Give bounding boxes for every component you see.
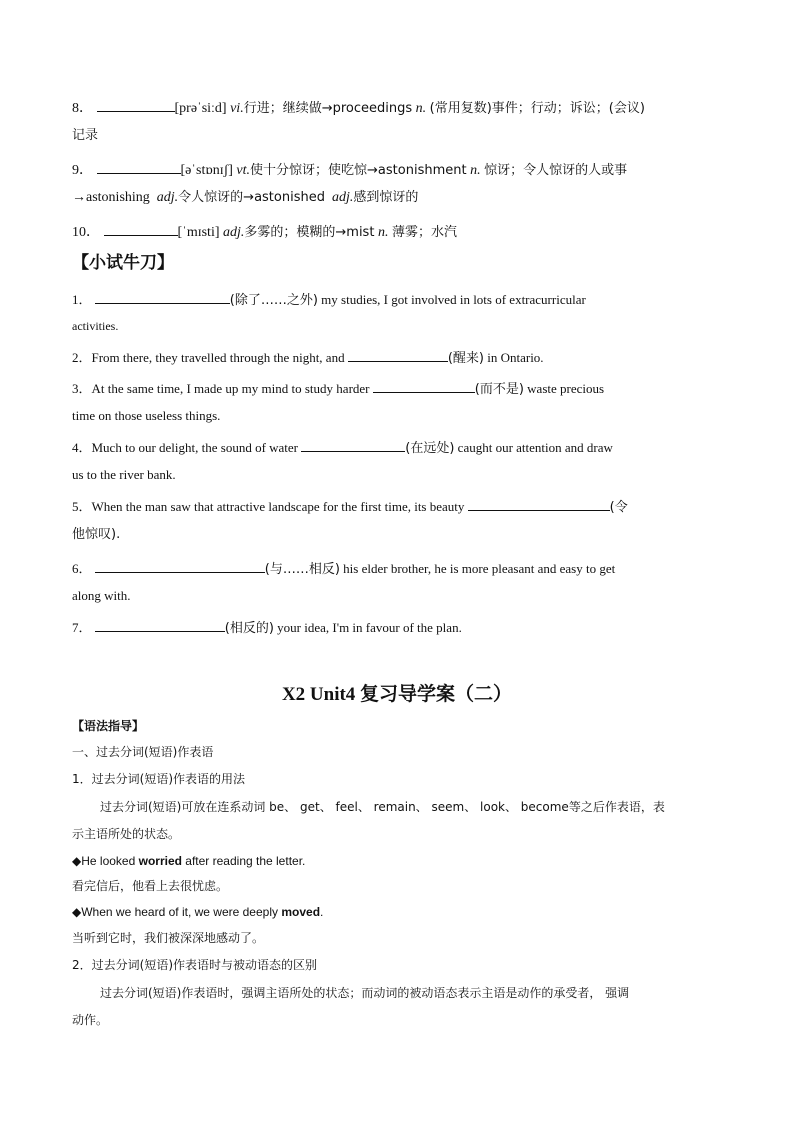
question-text: 4．Much to our delight, the sound of water <box>72 440 299 455</box>
definition: 多雾的；模糊的→mist <box>244 225 375 240</box>
practice-question-3 <box>72 378 722 398</box>
grammar-guide-heading: 【语法指导】 <box>72 719 145 733</box>
definition: 使十分惊讶；使吃惊→astonishment <box>250 163 467 178</box>
part-of-speech: adj. <box>156 190 179 205</box>
question-text: 5．When the man saw that attractive landscape for the first time, its beauty <box>72 499 465 514</box>
question-text: in Ontario. <box>487 350 544 365</box>
grammar-explanation: 过去分词(短语)可放在连系动词 be、 get、 feel、 remain、 seem、 look、 become等之后作表语，表 <box>100 800 665 814</box>
part-of-speech: n. <box>377 225 389 240</box>
question-text: time on those useless things. <box>72 408 221 423</box>
highlighted-word: moved <box>281 905 321 919</box>
example-translation: 看完信后，他看上去很忧虑。 <box>72 879 229 893</box>
question-text: us to the river bank. <box>72 467 176 482</box>
definition: 行进；继续做→proceedings <box>243 101 413 116</box>
part-of-speech: adj. <box>331 190 354 205</box>
question-text: your idea, I'm in favour of the plan. <box>277 620 462 635</box>
vocab-item-8 <box>72 97 722 117</box>
item-number: 8． <box>72 101 93 116</box>
grammar-subsection-heading: 2．过去分词(短语)作表语时与被动语态的区别 <box>72 958 317 972</box>
example-text: . <box>320 905 324 919</box>
grammar-explanation: 动作。 <box>72 1013 109 1027</box>
question-text: caught our attention and draw <box>457 440 613 455</box>
example-sentence-2 <box>72 904 722 920</box>
grammar-section-heading: 一、过去分词(短语)作表语 <box>72 745 214 759</box>
practice-question-4 <box>72 437 722 457</box>
answer-blank[interactable] <box>348 347 448 362</box>
answer-blank[interactable] <box>97 159 181 174</box>
hint: (令 <box>609 500 628 515</box>
practice-question-6 <box>72 558 722 578</box>
definition: 感到惊讶的 <box>353 190 419 205</box>
practice-question-5 <box>72 496 722 516</box>
grammar-explanation: 示主语所处的状态。 <box>72 827 181 841</box>
example-text: ◆He looked <box>72 854 139 868</box>
hint-continued: 他惊叹). <box>72 527 121 542</box>
answer-blank[interactable] <box>95 289 230 304</box>
answer-blank[interactable] <box>97 97 175 112</box>
derived-word: →astonishing <box>72 190 150 205</box>
part-of-speech: n. <box>470 163 481 178</box>
answer-blank[interactable] <box>468 496 610 511</box>
definition: 惊讶；令人惊讶的人或事 <box>484 163 628 178</box>
question-text: my studies, I got involved in lots of extracurricular <box>321 292 586 307</box>
hint: (相反的) <box>224 621 274 636</box>
phonetic: [əˈstɒnɪʃ] <box>180 163 233 178</box>
hint: (醒来) <box>447 351 484 366</box>
hint: (除了……之外) <box>229 293 318 308</box>
item-number: 9． <box>72 163 93 178</box>
example-sentence-1 <box>72 853 722 869</box>
section-title: X2 Unit4 复习导学案（二） <box>281 684 513 705</box>
hint: (与……相反) <box>264 562 340 577</box>
vocab-item-10 <box>72 221 722 241</box>
question-text: activities. <box>72 319 119 333</box>
item-number: 6． <box>72 561 92 576</box>
example-text: ◆When we heard of it, we were deeply <box>72 905 282 919</box>
definition: (常用复数)事件；行动；诉讼；(会议) <box>429 101 645 116</box>
question-text: waste precious <box>527 381 605 396</box>
part-of-speech: vt. <box>236 163 251 178</box>
hint: (在远处) <box>405 441 455 456</box>
part-of-speech: n. <box>415 101 427 116</box>
answer-blank[interactable] <box>95 558 265 573</box>
highlighted-word: worried <box>138 854 182 868</box>
item-number: 7． <box>72 620 92 635</box>
example-translation: 当听到它时，我们被深深地感动了。 <box>72 931 265 945</box>
question-text: his elder brother, he is more pleasant and easy to get <box>343 561 616 576</box>
answer-blank[interactable] <box>373 378 475 393</box>
grammar-subsection-heading: 1．过去分词(短语)作表语的用法 <box>72 772 245 786</box>
question-text: along with. <box>72 588 131 603</box>
vocab-item-9 <box>72 159 722 179</box>
vocab-item-9-continued <box>72 190 722 206</box>
practice-heading: 【小试牛刀】 <box>72 253 174 273</box>
part-of-speech: adj. <box>223 225 245 240</box>
hint: (而不是) <box>474 382 524 397</box>
answer-blank[interactable] <box>301 437 405 452</box>
practice-question-7 <box>72 617 722 637</box>
grammar-explanation: 过去分词(短语)作表语时，强调主语所处的状态；而动词的被动语态表示主语是动作的承受者， 强调 <box>100 986 630 1000</box>
item-number: 1． <box>72 292 92 307</box>
phonetic: [prəˈsiːd] <box>174 101 227 116</box>
practice-question-2 <box>72 347 722 367</box>
part-of-speech: vi. <box>230 101 244 116</box>
question-text: 2．From there, they travelled through the night, and <box>72 350 345 365</box>
question-text: 3．At the same time, I made up my mind to study harder <box>72 381 370 396</box>
example-text: after reading the letter. <box>181 854 306 868</box>
phonetic: [ˈmɪsti] <box>177 225 220 240</box>
definition: 令人惊讶的→astonished <box>178 190 325 205</box>
practice-question-1 <box>72 289 722 309</box>
item-number: 10． <box>72 225 100 240</box>
definition: 薄雾；水汽 <box>391 225 457 240</box>
definition-continued: 记录 <box>72 128 99 143</box>
answer-blank[interactable] <box>95 617 225 632</box>
answer-blank[interactable] <box>104 221 178 236</box>
